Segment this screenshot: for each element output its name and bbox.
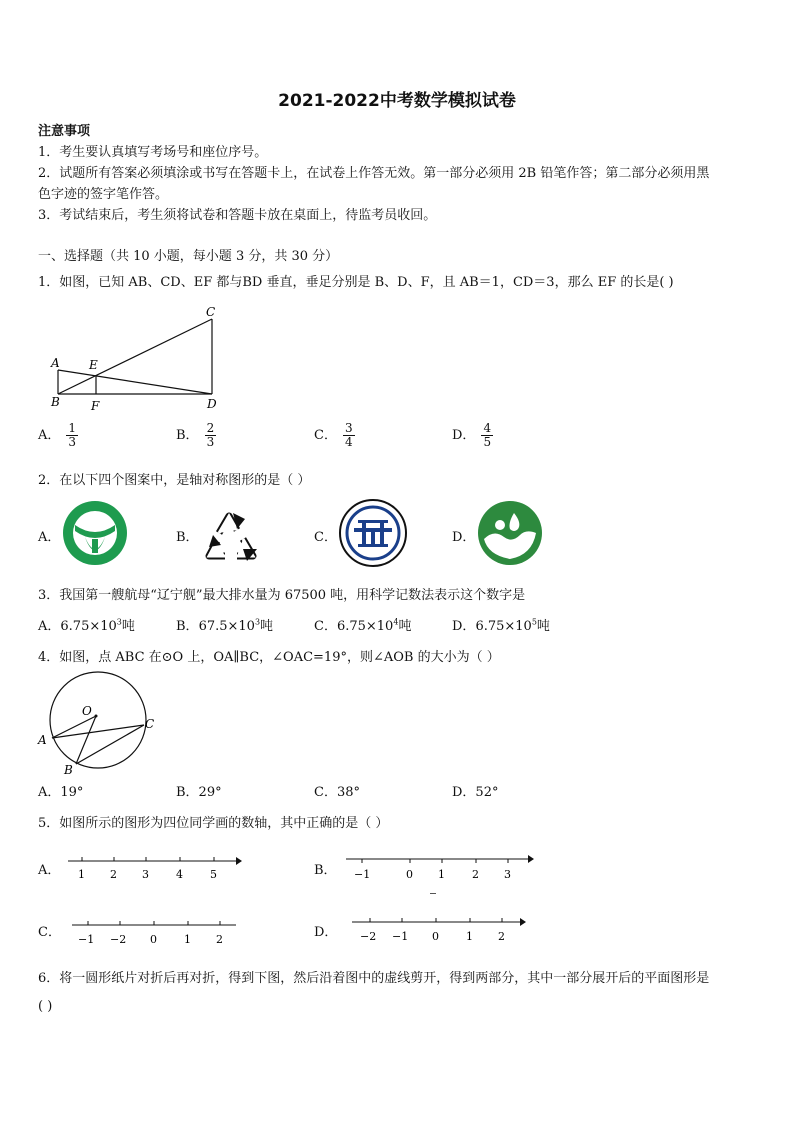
recycle-icon	[199, 499, 267, 567]
tick-label: 0	[432, 930, 439, 943]
q5-axis-a	[64, 851, 244, 881]
q2-stem: 2．在以下四个图案中，是轴对称图形的是（ ）	[38, 473, 311, 488]
q1-option-c[interactable]	[314, 422, 355, 449]
tick-label: 2	[110, 868, 117, 881]
option-base: 67.5×10	[198, 619, 255, 634]
q1-figure	[45, 300, 225, 415]
tick-label: −1	[354, 868, 371, 881]
q4-stem: 4．如图，点 ABC 在⊙O 上，OA∥BC，∠OAC=19°，则∠AOB 的大小为（ ）	[38, 650, 500, 665]
tick-label: −1	[78, 933, 95, 946]
numerator: 2	[206, 421, 215, 435]
q1-option-a[interactable]	[38, 422, 78, 449]
option-letter: B．	[176, 619, 199, 634]
q2-option-a-letter[interactable]: A．	[38, 530, 61, 545]
denominator: 3	[206, 435, 215, 449]
q2-option-b-letter[interactable]: B．	[176, 530, 199, 545]
q4-option-d[interactable]: D．52°	[452, 785, 499, 800]
tick-label: −2	[360, 930, 377, 943]
option-letter: B．	[176, 428, 199, 443]
q2-option-d-letter[interactable]: D．	[452, 530, 476, 545]
q1-label-b: B	[51, 395, 60, 409]
option-letter: C．	[314, 428, 337, 443]
tick-label: 5	[210, 868, 217, 881]
option-unit: 吨	[398, 619, 412, 634]
q4-label-b: B	[64, 763, 73, 776]
q1-label-f: F	[91, 399, 100, 413]
q1-label-e: E	[89, 358, 98, 372]
tick-label: 0	[150, 933, 157, 946]
q6-stem: 6．将一圆形纸片对折后再对折，得到下图，然后沿着图中的虚线剪开，得到两部分，其中一部分展开后的平面图形是	[38, 971, 710, 986]
q6-answer-paren: ( )	[38, 999, 53, 1014]
q5-option-c-letter[interactable]: C．	[38, 925, 61, 940]
tick-label: 3	[504, 868, 511, 881]
q3-option-a[interactable]	[38, 615, 135, 634]
option-unit: 吨	[121, 619, 135, 634]
q3-stem: 3．我国第一艘航母“辽宁舰”最大排水量为 67500 吨，用科学记数法表示这个数字是	[38, 588, 526, 603]
tick-label: 2	[472, 868, 479, 881]
tick-label: 3	[142, 868, 149, 881]
tick-label: 2	[498, 930, 505, 943]
denominator: 5	[483, 435, 492, 449]
q1-label-c: C	[206, 305, 216, 319]
q4-option-c[interactable]: C．38°	[314, 785, 360, 800]
option-letter: D．	[452, 619, 476, 634]
numerator: 1	[68, 421, 77, 435]
numerator: 4	[483, 421, 492, 435]
tick-label: 1	[466, 930, 473, 943]
q5-axis-b	[342, 851, 537, 881]
q3-option-d[interactable]	[452, 615, 550, 634]
q1-option-d[interactable]	[452, 422, 493, 449]
tick-label: −2	[110, 933, 127, 946]
q1-stem: 1．如图，已知 AB、CD、EF 都与BD 垂直，垂足分别是 B、D、F，且 AB＝1，CD＝3，那么 EF 的长是( )	[38, 275, 674, 290]
option-unit: 吨	[536, 619, 550, 634]
notice-line-1: 1．考生要认真填写考场号和座位序号。	[38, 145, 268, 160]
q4-label-c: C	[145, 717, 155, 731]
tick-label: 1	[78, 868, 85, 881]
q5-axis-d	[350, 912, 530, 946]
q5-axis-c	[70, 918, 240, 948]
notice-line-2b: 色字迹的签字笔作答。	[38, 187, 169, 202]
water-drop-logo-icon	[476, 499, 544, 567]
option-unit: 吨	[260, 619, 274, 634]
q5-option-b-letter[interactable]: B．	[314, 863, 337, 878]
circle-emblem-icon	[338, 498, 408, 568]
denominator: 3	[68, 435, 77, 449]
section-heading: 一、选择题（共 10 小题，每小题 3 分，共 30 分）	[38, 249, 339, 264]
q3-option-b[interactable]	[176, 615, 273, 634]
option-letter: A．	[38, 619, 61, 634]
option-base: 6.75×10	[60, 619, 117, 634]
notice-line-2a: 2．试题所有答案必须填涂或书写在答题卡上，在试卷上作答无效。第一部分必须用 2B 铅笔作答；第二部分必须用黑	[38, 166, 710, 181]
q4-label-a: A	[38, 733, 47, 747]
option-letter: C．	[314, 619, 337, 634]
tick-label: 1	[184, 933, 191, 946]
option-base: 6.75×10	[475, 619, 532, 634]
tick-label: −1	[392, 930, 409, 943]
q5-stem: 5．如图所示的图形为四位同学画的数轴，其中正确的是（ ）	[38, 816, 389, 831]
q5-option-d-letter[interactable]: D．	[314, 925, 338, 940]
numerator: 3	[344, 421, 353, 435]
q4-circle-figure	[36, 668, 158, 776]
option-base: 6.75×10	[336, 619, 394, 634]
q1-label-a: A	[51, 356, 60, 370]
tick-label: 1	[438, 868, 445, 881]
q3-option-c[interactable]	[314, 615, 411, 634]
option-exponent: 3	[254, 617, 261, 627]
option-exponent: 3	[116, 617, 122, 627]
q4-option-b[interactable]: B．29°	[176, 785, 222, 800]
q4-label-o: O	[82, 704, 92, 718]
stray-mark	[430, 893, 436, 894]
q5-option-a-letter[interactable]: A．	[38, 863, 61, 878]
notice-heading: 注意事项	[38, 124, 91, 139]
green-food-logo-icon	[61, 499, 129, 567]
option-letter: D．	[452, 428, 476, 443]
q1-option-b[interactable]	[176, 422, 216, 449]
notice-line-3: 3．考试结束后，考生须将试卷和答题卡放在桌面上，待监考员收回。	[38, 208, 437, 223]
option-exponent: 4	[393, 617, 399, 627]
tick-label: 2	[216, 933, 223, 946]
page-title: 2021-2022中考数学模拟试卷	[278, 91, 516, 111]
q1-label-d: D	[207, 397, 217, 411]
q4-option-a[interactable]: A．19°	[38, 785, 84, 800]
denominator: 4	[344, 435, 353, 449]
tick-label: 0	[406, 868, 413, 881]
option-letter: A．	[38, 428, 61, 443]
option-exponent: 5	[531, 617, 537, 627]
q2-option-c-letter[interactable]: C．	[314, 530, 337, 545]
tick-label: 4	[176, 868, 183, 881]
